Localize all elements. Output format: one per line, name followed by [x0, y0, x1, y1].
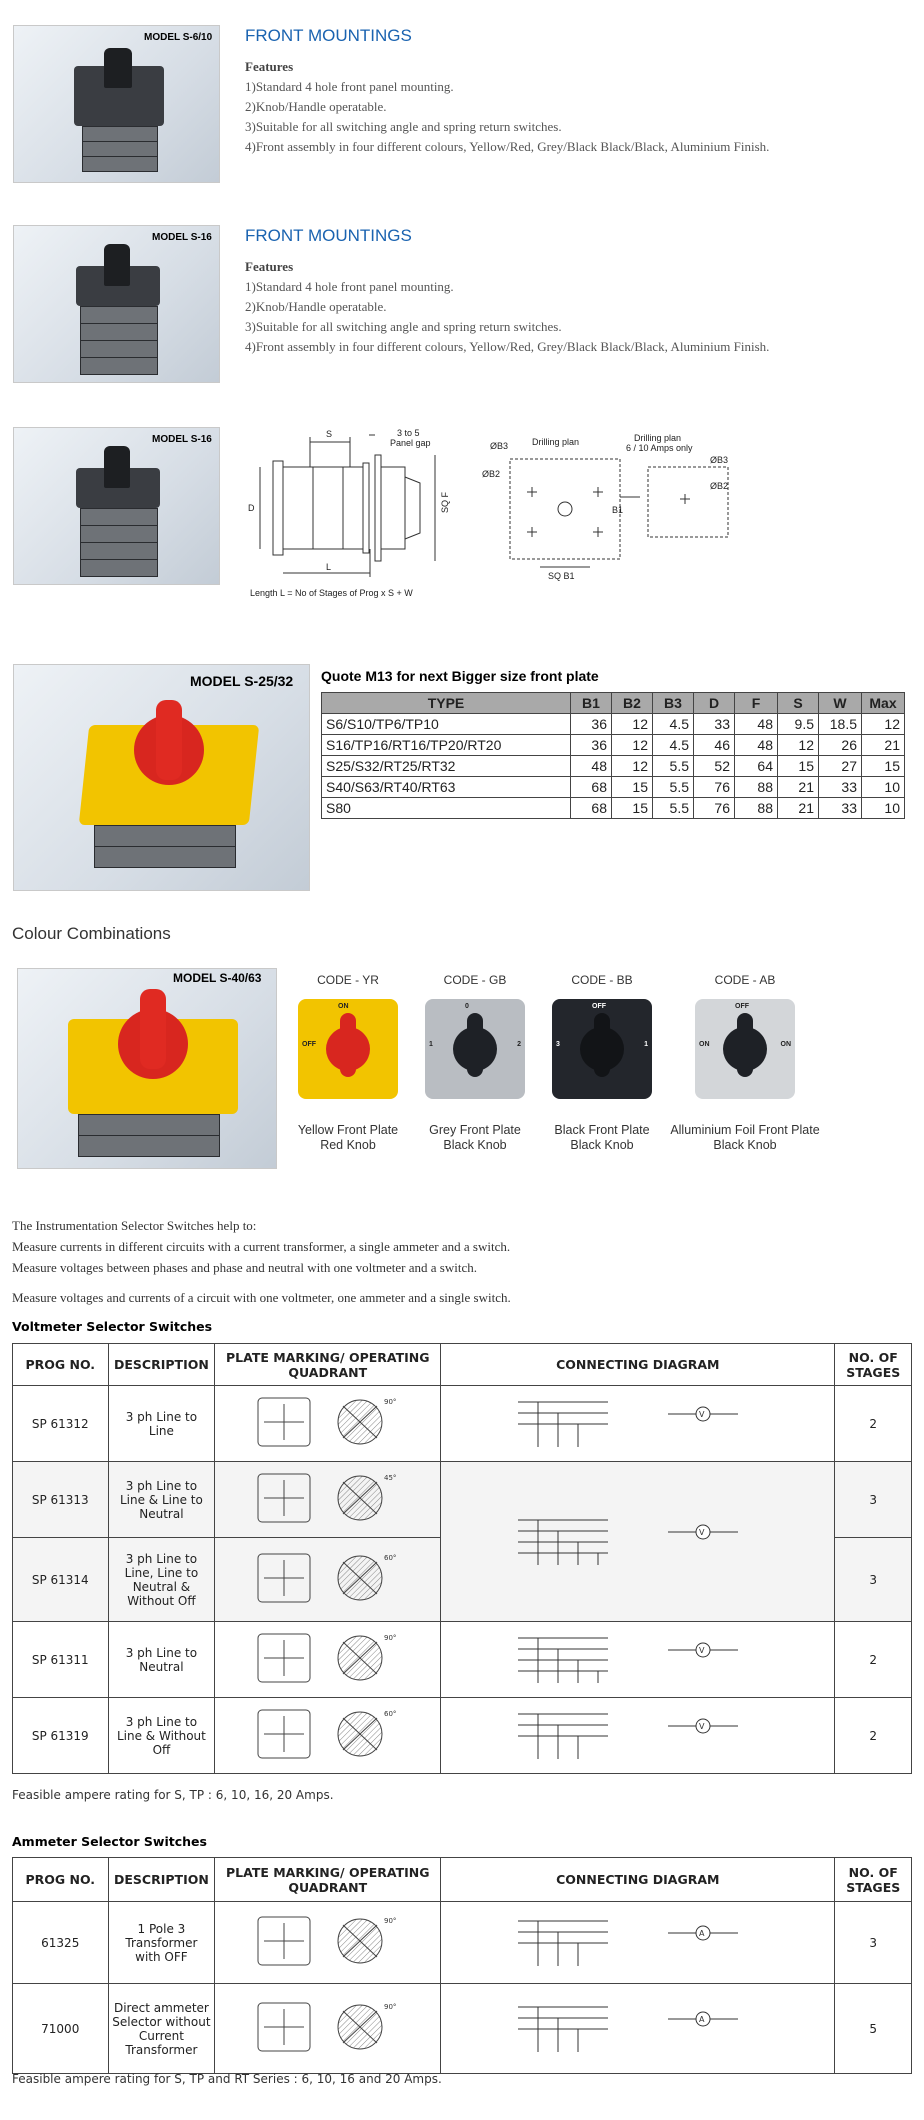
table-row — [322, 714, 905, 735]
svg-text:A: A — [698, 2015, 705, 2024]
dim-label: S — [326, 429, 333, 439]
col-header: PROG NO. — [13, 1344, 109, 1386]
table-cell: 27 — [819, 756, 862, 777]
dim-label: Drilling plan — [532, 437, 580, 447]
ammeter-note: Feasible ampere rating for S, TP and RT Series : 6, 10, 16 and 20 Amps. — [12, 2072, 442, 2086]
plate-cell — [215, 1984, 441, 2074]
svg-text:60°: 60° — [383, 1710, 397, 1718]
table-cell: 36 — [571, 735, 612, 756]
connecting-diagram — [488, 1392, 788, 1452]
col-header: D — [694, 693, 735, 714]
svg-text:90°: 90° — [383, 1917, 397, 1925]
col-header: PLATE MARKING/ OPERATING QUADRANT — [215, 1858, 441, 1902]
code-title: CODE - GB — [443, 973, 507, 987]
table-cell: 88 — [735, 777, 778, 798]
plate-marking: OFF — [735, 1003, 749, 1010]
plate-marking: 2 — [517, 1041, 521, 1048]
product-photo-s25-32 — [13, 664, 310, 891]
product-photo-s40-63 — [17, 968, 277, 1169]
ammeter-table — [12, 1857, 912, 2074]
col-header: B1 — [571, 693, 612, 714]
model-label: MODEL S-6/10 — [144, 32, 213, 43]
plate-cell — [215, 1902, 441, 1984]
model-label: MODEL S-25/32 — [190, 673, 294, 689]
product-photo-s6-10 — [13, 25, 220, 183]
col-header: W — [819, 693, 862, 714]
dim-label: ØB2 — [482, 469, 501, 479]
spec-table — [321, 692, 905, 819]
code-caption: Red Knob — [320, 1138, 376, 1152]
prog-cell: SP 61314 — [13, 1538, 109, 1622]
voltmeter-table — [12, 1343, 912, 1774]
section-title: FRONT MOUNTINGS — [245, 26, 412, 45]
table-cell: 12 — [612, 756, 653, 777]
table-cell: 46 — [694, 735, 735, 756]
table-row — [322, 777, 905, 798]
diagram-cell — [441, 1902, 835, 1984]
desc-cell: Direct ammeter Selector without Current Transformer — [108, 1984, 215, 2074]
table-row — [13, 1462, 912, 1538]
plate-marking-diagram — [238, 1394, 418, 1450]
plate-marking: OFF — [302, 1041, 316, 1048]
col-header: S — [778, 693, 819, 714]
features-label: Features — [245, 259, 294, 274]
col-header: Max — [862, 693, 905, 714]
table-cell: 33 — [819, 777, 862, 798]
prog-cell: SP 61313 — [13, 1462, 109, 1538]
code-caption: Black Knob — [443, 1138, 507, 1152]
intro-line: Measure voltages between phases and phase and neutral with one voltmeter and a switch. — [12, 1260, 477, 1275]
plate-marking: OFF — [592, 1003, 606, 1010]
table-cell: 4.5 — [653, 735, 694, 756]
front-plate — [425, 999, 525, 1099]
col-header: B2 — [612, 693, 653, 714]
dim-label: Drilling plan — [634, 433, 682, 443]
code-caption: Alluminium Foil Front Plate — [670, 1123, 820, 1137]
svg-text:V: V — [698, 1646, 705, 1655]
plate-cell — [215, 1462, 441, 1538]
knob-handle — [737, 1013, 753, 1077]
svg-text:45°: 45° — [383, 1474, 397, 1482]
plate-cell — [215, 1386, 441, 1462]
diagram-cell — [441, 1386, 835, 1462]
table-row — [13, 1386, 912, 1462]
diagram-cell — [441, 1984, 835, 2074]
code-caption: Black Front Plate — [554, 1123, 650, 1137]
plate-marking-diagram — [238, 1706, 418, 1762]
svg-text:90°: 90° — [383, 1398, 397, 1406]
code-caption: Black Knob — [713, 1138, 777, 1152]
ammeter-title: Ammeter Selector Switches — [12, 1834, 207, 1849]
feature-item: 3)Suitable for all switching angle and spring return switches. — [245, 119, 562, 134]
front-plate — [695, 999, 795, 1099]
plate-marking: 1 — [644, 1041, 648, 1048]
intro-line: The Instrumentation Selector Switches help to: — [12, 1218, 257, 1233]
table-cell: 68 — [571, 777, 612, 798]
table-cell: 12 — [612, 735, 653, 756]
dim-label: SQ F — [440, 491, 450, 513]
table-cell: 5.5 — [653, 798, 694, 819]
intro-line: Measure voltages and currents of a circuit with one voltmeter, one ammeter and a single switch. — [12, 1290, 511, 1305]
table-cell: 4.5 — [653, 714, 694, 735]
plate-marking-diagram — [238, 1630, 418, 1686]
table-cell: 5.5 — [653, 777, 694, 798]
plate-marking-diagram — [238, 1550, 418, 1606]
svg-text:V: V — [698, 1528, 705, 1537]
stages-cell: 3 — [835, 1462, 912, 1538]
table-cell: S40/S63/RT40/RT63 — [322, 777, 571, 798]
plate-marking-diagram — [238, 1999, 418, 2055]
col-header: PROG NO. — [13, 1858, 109, 1902]
features-list — [245, 57, 769, 157]
table-row — [322, 798, 905, 819]
col-header: NO. OF STAGES — [835, 1858, 912, 1902]
table-cell: 15 — [862, 756, 905, 777]
connecting-diagram — [488, 1911, 788, 1971]
plate-marking: 0 — [465, 1003, 469, 1010]
model-label: MODEL S-16 — [152, 232, 212, 243]
product-photo-s16 — [13, 225, 220, 383]
col-header: F — [735, 693, 778, 714]
section-title: FRONT MOUNTINGS — [245, 226, 412, 245]
dim-label: Panel gap — [390, 438, 431, 448]
feature-item: 4)Front assembly in four different colours, Yellow/Red, Grey/Black Black/Black, Aluminium Finish. — [245, 139, 770, 154]
table-cell: 64 — [735, 756, 778, 777]
desc-cell: 3 ph Line to Neutral — [108, 1622, 215, 1698]
features-list — [245, 257, 769, 357]
stages-cell: 3 — [835, 1538, 912, 1622]
stages-cell: 5 — [835, 1984, 912, 2074]
table-cell: 88 — [735, 798, 778, 819]
desc-cell: 1 Pole 3 Transformer with OFF — [108, 1902, 215, 1984]
knob-handle — [340, 1013, 356, 1077]
dim-label: ØB2 — [710, 481, 729, 491]
dim-label: B1 — [612, 505, 624, 515]
code-caption: Black Knob — [570, 1138, 634, 1152]
table-cell: 15 — [778, 756, 819, 777]
col-header: CONNECTING DIAGRAM — [441, 1858, 835, 1902]
code-title: CODE - YR — [317, 973, 379, 987]
desc-cell: 3 ph Line to Line & Without Off — [108, 1698, 215, 1774]
table-row — [13, 1902, 912, 1984]
table-cell: 15 — [612, 777, 653, 798]
svg-text:60°: 60° — [383, 1554, 397, 1562]
table-cell: 18.5 — [819, 714, 862, 735]
prog-cell: SP 61319 — [13, 1698, 109, 1774]
diagram-cell — [441, 1622, 835, 1698]
stages-cell: 2 — [835, 1622, 912, 1698]
spec-title: Quote M13 for next Bigger size front plate — [321, 668, 599, 684]
stages-cell: 2 — [835, 1386, 912, 1462]
feature-item: 3)Suitable for all switching angle and spring return switches. — [245, 319, 562, 334]
plate-marking: ON — [338, 1003, 349, 1010]
dim-label: ØB3 — [490, 441, 509, 451]
prog-cell: SP 61311 — [13, 1622, 109, 1698]
dim-label: 3 to 5 — [397, 428, 420, 438]
connecting-diagram — [488, 1628, 788, 1688]
table-row — [13, 1698, 912, 1774]
table-cell: 26 — [819, 735, 862, 756]
prog-cell: 61325 — [13, 1902, 109, 1984]
table-cell: 12 — [612, 714, 653, 735]
plate-marking-diagram — [238, 1913, 418, 1969]
model-label: MODEL S-40/63 — [173, 971, 262, 985]
table-cell: S6/S10/TP6/TP10 — [322, 714, 571, 735]
voltmeter-note: Feasible ampere rating for S, TP : 6, 10, 16, 20 Amps. — [12, 1788, 334, 1802]
table-cell: 52 — [694, 756, 735, 777]
diagram-cell — [441, 1698, 835, 1774]
table-cell: 21 — [778, 777, 819, 798]
table-cell: S16/TP16/RT16/TP20/RT20 — [322, 735, 571, 756]
table-cell: 21 — [862, 735, 905, 756]
col-header: B3 — [653, 693, 694, 714]
stages-cell: 3 — [835, 1902, 912, 1984]
plate-marking: 1 — [429, 1041, 433, 1048]
dim-label: Length L = No of Stages of Prog x S + W — [250, 588, 413, 598]
code-caption: Grey Front Plate — [429, 1123, 521, 1137]
table-cell: 68 — [571, 798, 612, 819]
dim-label: L — [326, 562, 332, 572]
plate-marking: ON — [780, 1041, 791, 1048]
desc-cell: 3 ph Line to Line & Line to Neutral — [108, 1462, 215, 1538]
stages-cell: 2 — [835, 1698, 912, 1774]
model-label: MODEL S-16 — [152, 434, 212, 445]
svg-text:A: A — [698, 1929, 705, 1938]
knob-handle — [594, 1013, 610, 1077]
svg-text:90°: 90° — [383, 2003, 397, 2011]
plate-marking: ON — [699, 1041, 710, 1048]
table-cell: 21 — [778, 798, 819, 819]
col-header: PLATE MARKING/ OPERATING QUADRANT — [215, 1344, 441, 1386]
dim-label: SQ B1 — [548, 571, 575, 581]
front-plate — [298, 999, 398, 1099]
col-header: CONNECTING DIAGRAM — [441, 1344, 835, 1386]
feature-item: 4)Front assembly in four different colours, Yellow/Red, Grey/Black Black/Black, Aluminium Finish. — [245, 339, 770, 354]
plate-cell — [215, 1538, 441, 1622]
dimension-drawing — [240, 427, 760, 607]
table-row — [13, 1622, 912, 1698]
col-header: DESCRIPTION — [108, 1344, 215, 1386]
code-title: CODE - BB — [571, 973, 633, 987]
table-cell: 5.5 — [653, 756, 694, 777]
table-row — [322, 735, 905, 756]
plate-cell — [215, 1622, 441, 1698]
connecting-diagram — [488, 1704, 788, 1764]
dim-label: ØB3 — [710, 455, 729, 465]
diagram-cell — [441, 1462, 835, 1622]
plate-marking-diagram — [238, 1470, 418, 1526]
table-cell: 48 — [571, 756, 612, 777]
desc-cell: 3 ph Line to Line, Line to Neutral & Without Off — [108, 1538, 215, 1622]
table-row — [322, 756, 905, 777]
knob-handle — [467, 1013, 483, 1077]
feature-item: 1)Standard 4 hole front panel mounting. — [245, 79, 454, 94]
table-cell: 12 — [778, 735, 819, 756]
colour-title: Colour Combinations — [12, 924, 171, 943]
svg-text:V: V — [698, 1722, 705, 1731]
svg-text:V: V — [698, 1410, 705, 1419]
product-photo-s16-dim — [13, 427, 220, 585]
code-caption: Yellow Front Plate — [297, 1123, 399, 1137]
table-cell: S80 — [322, 798, 571, 819]
table-cell: 12 — [862, 714, 905, 735]
plate-marking: 3 — [556, 1041, 560, 1048]
table-cell: 33 — [819, 798, 862, 819]
connecting-diagram — [488, 1997, 788, 2057]
table-cell: 33 — [694, 714, 735, 735]
table-cell: S25/S32/RT25/RT32 — [322, 756, 571, 777]
table-row — [13, 1984, 912, 2074]
features-label: Features — [245, 59, 294, 74]
table-cell: 9.5 — [778, 714, 819, 735]
col-header: NO. OF STAGES — [835, 1344, 912, 1386]
table-cell: 10 — [862, 777, 905, 798]
table-cell: 10 — [862, 798, 905, 819]
feature-item: 1)Standard 4 hole front panel mounting. — [245, 279, 454, 294]
dim-label: D — [248, 503, 255, 513]
prog-cell: 71000 — [13, 1984, 109, 2074]
feature-item: 2)Knob/Handle operatable. — [245, 299, 387, 314]
connecting-diagram — [488, 1510, 788, 1570]
feature-item: 2)Knob/Handle operatable. — [245, 99, 387, 114]
intro-line: Measure currents in different circuits with a current transformer, a single ammeter and a switch. — [12, 1239, 511, 1254]
table-cell: 48 — [735, 714, 778, 735]
col-header: DESCRIPTION — [108, 1858, 215, 1902]
table-cell: 76 — [694, 798, 735, 819]
dim-label: 6 / 10 Amps only — [626, 443, 693, 453]
voltmeter-title: Voltmeter Selector Switches — [12, 1319, 213, 1334]
prog-cell: SP 61312 — [13, 1386, 109, 1462]
table-cell: 76 — [694, 777, 735, 798]
svg-text:90°: 90° — [383, 1634, 397, 1642]
desc-cell: 3 ph Line to Line — [108, 1386, 215, 1462]
front-plate — [552, 999, 652, 1099]
code-title: CODE - AB — [714, 973, 776, 987]
table-cell: 48 — [735, 735, 778, 756]
table-cell: 36 — [571, 714, 612, 735]
plate-cell — [215, 1698, 441, 1774]
table-cell: 15 — [612, 798, 653, 819]
col-header: TYPE — [322, 693, 571, 714]
